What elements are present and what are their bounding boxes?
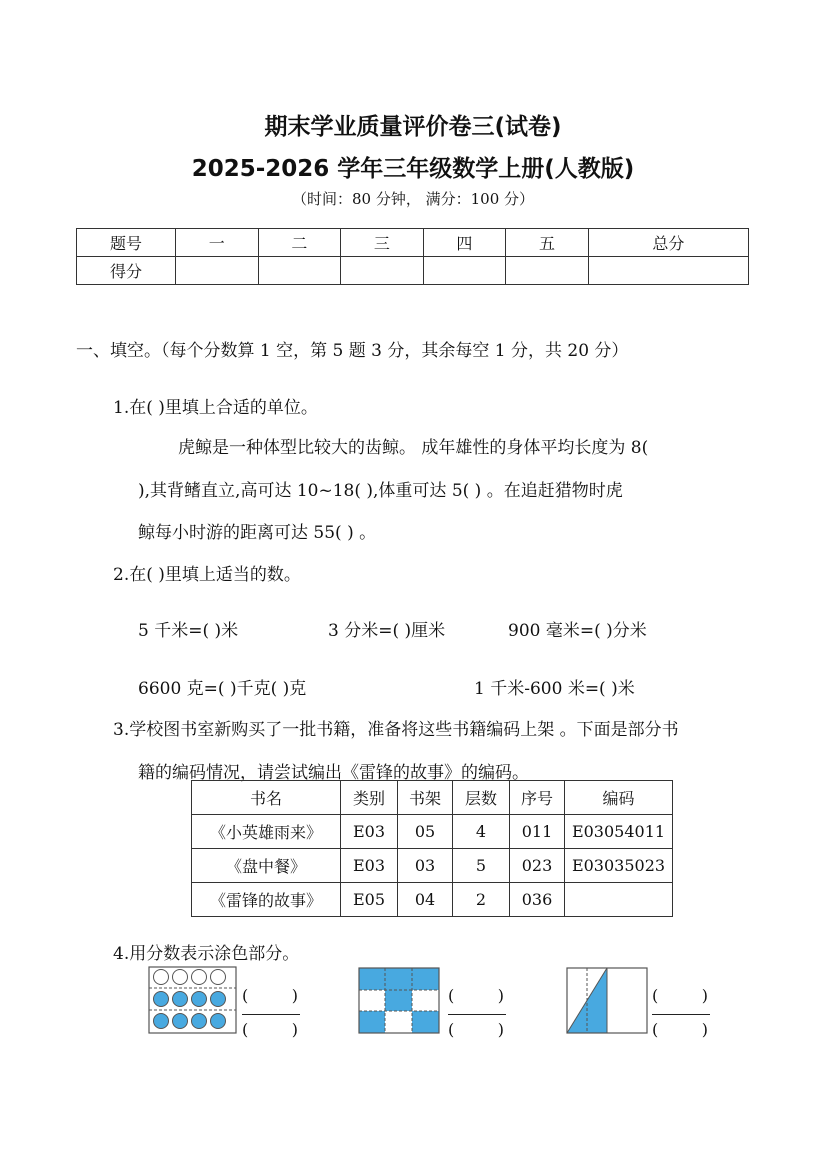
paren-right: ): [291, 986, 298, 1005]
q2-item-km: 5 千米=( )米: [138, 621, 239, 641]
answer-code-cell[interactable]: [565, 883, 673, 917]
shaded-circles-row: [154, 992, 226, 1007]
table-cell: E05: [341, 883, 398, 917]
q2-item-g: 6600 克=( )千克( )克: [138, 679, 307, 699]
column-header: 类别: [341, 781, 398, 815]
table-cell: 04: [398, 883, 453, 917]
paren-right: ): [497, 1020, 504, 1039]
q2-prompt: 2.在( )里填上适当的数。: [113, 565, 301, 585]
score-table-header-row: [77, 229, 749, 257]
table-cell: 4: [453, 815, 510, 849]
q4-prompt: 4.用分数表示涂色部分。: [113, 944, 300, 964]
q2-item-mm: 900 毫米=( )分米: [508, 621, 647, 641]
table-cell: E03054011: [565, 815, 673, 849]
score-cell[interactable]: [258, 257, 341, 285]
score-header-cell: 总分: [588, 229, 748, 257]
table-row: [192, 849, 673, 883]
q3-prompt-line2: 籍的编码情况，请尝试编出《雷锋的故事》的编码。: [138, 763, 529, 783]
fraction-bar: [652, 1014, 710, 1015]
paren-right: ): [701, 986, 708, 1005]
q1-prompt: 1.在( )里填上合适的单位。: [113, 398, 318, 418]
score-cell[interactable]: [423, 257, 506, 285]
q1-text-line3: 鲸每小时游的距离可达 55( ) 。: [138, 523, 377, 543]
triangle-figure: [566, 967, 650, 1035]
fraction-answer-2[interactable]: [448, 984, 506, 1046]
score-row-label: 得分: [77, 257, 176, 285]
column-header: 书名: [192, 781, 341, 815]
fraction-answer-1[interactable]: [242, 984, 300, 1046]
column-header: 书架: [398, 781, 453, 815]
score-header-cell: 题号: [77, 229, 176, 257]
score-cell[interactable]: [341, 257, 424, 285]
exam-title: 期末学业质量评价卷三(试卷): [264, 114, 562, 140]
q3-prompt-line1: 3.学校图书室新购买了一批书籍，准备将这些书籍编码上架 。下面是部分书: [113, 720, 679, 740]
grid-shaded-cell: [359, 968, 439, 990]
score-header-cell: 四: [423, 229, 506, 257]
q2-item-m: 1 千米-600 米=( )米: [474, 679, 635, 699]
table-header-row: [192, 781, 673, 815]
score-table: [76, 228, 749, 285]
paren-right: ): [497, 986, 504, 1005]
score-cell[interactable]: [176, 257, 259, 285]
paren-left: (: [242, 1020, 249, 1039]
paren-right: ): [291, 1020, 298, 1039]
score-header-cell: 二: [258, 229, 341, 257]
table-cell: 023: [510, 849, 565, 883]
shaded-circles-row: [154, 1014, 226, 1029]
exam-subtitle: 2025-2026 学年三年级数学上册(人教版): [191, 156, 635, 182]
table-cell: E03: [341, 815, 398, 849]
table-row: [192, 883, 673, 917]
table-cell: 《盘中餐》: [192, 849, 341, 883]
paren-left: (: [448, 986, 455, 1005]
paren-left: (: [242, 986, 249, 1005]
section1-heading: 一、填空。（每个分数算 1 空，第 5 题 3 分，其余每空 1 分，共 20 分）: [76, 341, 629, 361]
paren-left: (: [652, 986, 659, 1005]
q1-text-line2: ),其背鳍直立,高可达 10~18( ),体重可达 5( ) 。在追赶猎物时虎: [138, 481, 623, 501]
score-header-cell: 三: [341, 229, 424, 257]
score-cell[interactable]: [506, 257, 589, 285]
column-header: 序号: [510, 781, 565, 815]
paren-left: (: [448, 1020, 455, 1039]
q1-text-line1: 虎鲸是一种体型比较大的齿鲸。 成年雄性的身体平均长度为 8(: [178, 438, 649, 458]
score-table-score-row: [77, 257, 749, 285]
q2-item-dm: 3 分米=( )厘米: [328, 621, 446, 641]
table-cell: E03: [341, 849, 398, 883]
score-header-cell: 一: [176, 229, 259, 257]
grid-shaded-cell: [385, 990, 412, 1011]
score-cell[interactable]: [588, 257, 748, 285]
empty-circles-row: [154, 970, 226, 985]
table-cell: 5: [453, 849, 510, 883]
fraction-bar: [242, 1014, 300, 1015]
paren-left: (: [652, 1020, 659, 1039]
fraction-bar: [448, 1014, 506, 1015]
grid-shaded-cell: [412, 1011, 439, 1033]
column-header: 编码: [565, 781, 673, 815]
table-cell: 《雷锋的故事》: [192, 883, 341, 917]
circles-figure: [148, 966, 238, 1036]
table-cell: 011: [510, 815, 565, 849]
time-note: （时间：80 分钟， 满分：100 分）: [291, 190, 535, 208]
table-cell: 05: [398, 815, 453, 849]
grid-shaded-cell: [359, 1011, 385, 1033]
grid-figure: [358, 967, 442, 1035]
table-cell: 2: [453, 883, 510, 917]
table-cell: 《小英雄雨来》: [192, 815, 341, 849]
table-cell: E03035023: [565, 849, 673, 883]
score-header-cell: 五: [506, 229, 589, 257]
table-row: [192, 815, 673, 849]
table-cell: 036: [510, 883, 565, 917]
fraction-answer-3[interactable]: [652, 984, 710, 1046]
table-cell: 03: [398, 849, 453, 883]
book-code-table: [191, 780, 673, 917]
paren-right: ): [701, 1020, 708, 1039]
column-header: 层数: [453, 781, 510, 815]
